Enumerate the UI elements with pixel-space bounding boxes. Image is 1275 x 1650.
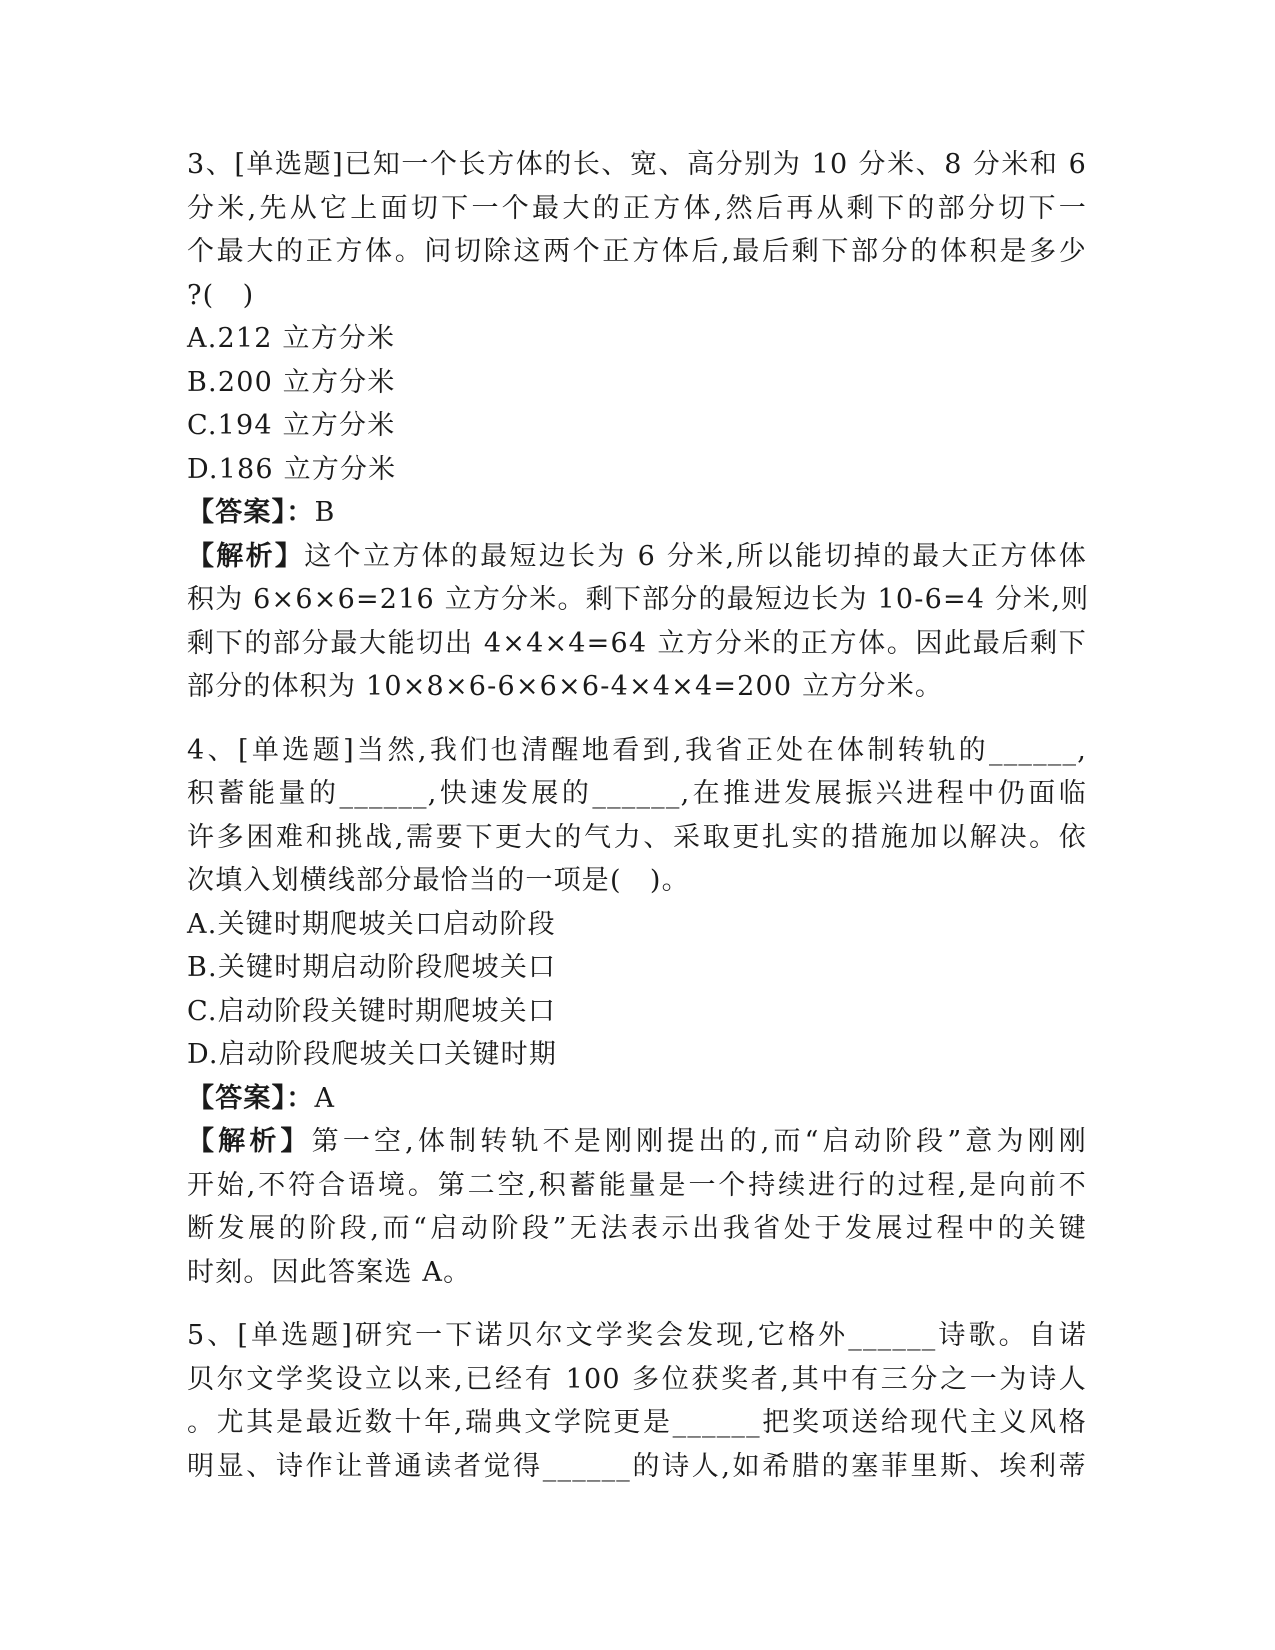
analysis-text: 第一空,体制转轨不是刚刚提出的,而“启动阶段”意为刚刚 [311, 1126, 1087, 1157]
question-text-line: 个最大的正方体。问切除这两个正方体后,最后剩下部分的体积是多少 [187, 236, 1087, 267]
analysis-label: 【解析】 [187, 540, 305, 572]
question-text-line: 3、[单选题]已知一个长方体的长、宽、高分别为 10 分米、8 分米和 6 [187, 149, 1087, 180]
question-text-line: 明显、诗作让普通读者觉得______的诗人,如希腊的塞菲里斯、埃利蒂 [187, 1450, 1087, 1482]
question-4 [187, 729, 1087, 1295]
answer-label: 【答案】： [187, 1082, 315, 1114]
option-d: D.启动阶段爬坡关口关键时期 [187, 1039, 558, 1070]
analysis-line [187, 535, 1087, 579]
question-text-line: 许多困难和挑战,需要下更大的气力、采取更扎实的措施加以解决。依 [187, 821, 1087, 853]
analysis-line: 部分的体积为 10×8×6-6×6×6-4×4×4=200 立方分米。 [187, 671, 944, 702]
question-text-line: 5、[单选题]研究一下诺贝尔文学奖会发现,它格外______诗歌。自诺 [187, 1320, 1087, 1351]
question-text-line: 。尤其是最近数十年,瑞典文学院更是______把奖项送给现代主义风格 [187, 1407, 1087, 1438]
option-a: A.212 立方分米 [187, 323, 396, 354]
question-text-line: 贝尔文学奖设立以来,已经有 100 多位获奖者,其中有三分之一为诗人 [187, 1363, 1087, 1395]
analysis-line: 积为 6×6×6=216 立方分米。剩下部分的最短边长为 10-6=4 分米,则 [187, 584, 1090, 615]
option-c: C.194 立方分米 [187, 410, 396, 441]
question-text-line: 分米,先从它上面切下一个最大的正方体,然后再从剩下的部分切下一 [187, 192, 1087, 224]
analysis-line: 开始,不符合语境。第二空,积蓄能量是一个持续进行的过程,是向前不 [187, 1169, 1087, 1201]
question-3 [187, 143, 1090, 709]
answer-value: A [314, 1082, 336, 1114]
question-5 [187, 1314, 1087, 1488]
analysis-line: 剩下的部分最大能切出 4×4×4=64 立方分米的正方体。因此最后剩下 [187, 627, 1087, 659]
question-text-line: 积蓄能量的______,快速发展的______,在推进发展振兴进程中仍面临 [187, 778, 1087, 809]
option-c: C.启动阶段关键时期爬坡关口 [187, 995, 557, 1027]
question-text-line: 次填入划横线部分最恰当的一项是( )。 [187, 865, 690, 896]
answer-value: B [314, 497, 336, 528]
option-b: B.200 立方分米 [187, 366, 396, 398]
document-content [187, 143, 1090, 1508]
analysis-line: 断发展的阶段,而“启动阶段”无法表示出我省处于发展过程中的关键 [187, 1213, 1087, 1244]
option-d: D.186 立方分米 [187, 453, 397, 485]
answer-line [187, 491, 1087, 535]
analysis-line [187, 1120, 1087, 1164]
option-b: B.关键时期启动阶段爬坡关口 [187, 952, 557, 983]
analysis-text: 这个立方体的最短边长为 6 分米,所以能切掉的最大正方体体 [304, 540, 1087, 572]
question-text-line: ?( ) [187, 279, 255, 311]
analysis-line: 时刻。因此答案选 A。 [187, 1256, 472, 1288]
answer-label: 【答案】： [187, 497, 315, 528]
analysis-label: 【解析】 [187, 1126, 312, 1157]
option-a: A.关键时期爬坡关口启动阶段 [187, 908, 556, 940]
question-text-line: 4、[单选题]当然,我们也清醒地看到,我省正处在体制转轨的______, [187, 734, 1087, 766]
answer-line [187, 1077, 1087, 1121]
